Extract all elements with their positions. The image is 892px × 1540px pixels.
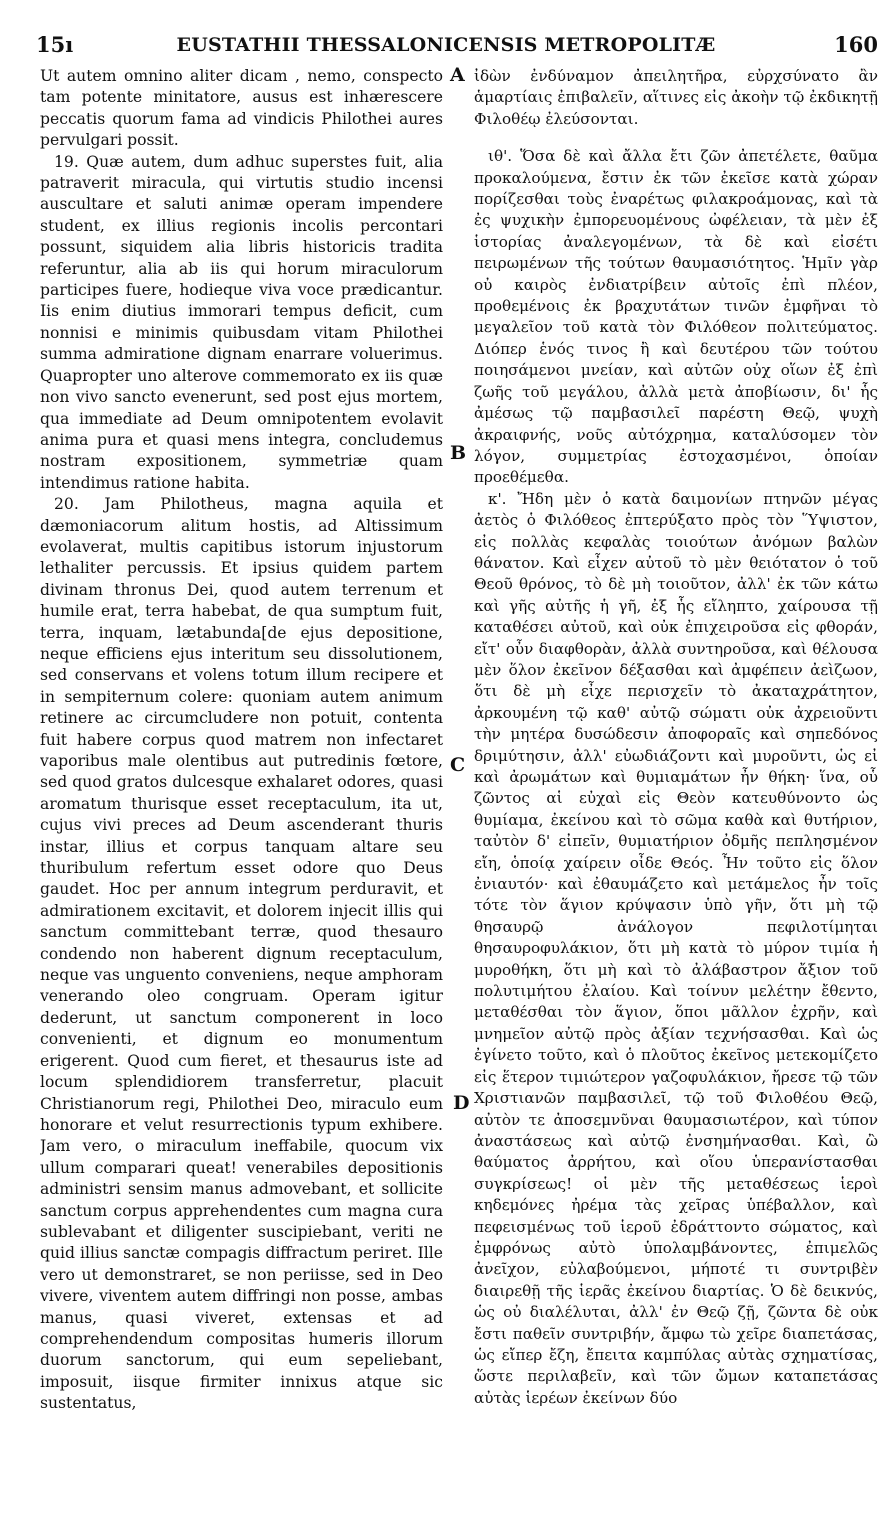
margin-marker-d: D (453, 1092, 470, 1114)
paragraph-gap (474, 130, 878, 146)
greek-paragraph-19: ιθ'. Ὅσα δὲ καὶ ἄλλα ἔτι ζῶν ἀπετέλετε, θαῦμα προκαλούμενα, ἔστιν ἐκ τῶν ἐκεῖσε κατὰ χώραν πορίζεσθαι τοὺς ἐναρέτως φιλακροάμονας, καὶ τὰ ἐς ψυχικὴν ἐμπορευομένους ὠφέλειαν, τὰ μὲν ἐξ ἱστορίας ἀναλεγομένων, τὰ δὲ καὶ εἰσέτι πειρωμένων τῆς τούτων θαυμασιότητος. Ἡμῖν γὰρ οὐ καιρὸς ἐνδιατρίβειν αὐτοῖς ἐπὶ πλέον, προθεμένοις ἐκ βραχυτάτων τινῶν ἐμφῆναι τὸ μεγαλεῖον τοῦ κατὰ τὸν Φιλόθεον πολιτεύματος. Διόπερ ἑνός τινος ἢ καὶ δευτέρου τῶν τούτου ποιησάμενοι μνείαν, καὶ αὐτῶν οὐχ οἵων ἐξ ἐπὶ ζωῆς τοῦ μεγάλου, ἀλλὰ μετὰ ἀποβίωσιν, δι' ἧς ἀμέσως τῷ παμβασιλεῖ παρέστη Θεῷ, ψυχὴ ἀκραιφνής, νοῦς αὐτόχρημα, καταλύσομεν τὸν λόγον, συμμετρίας ἐστοχασμένοι, ὁποίαν προεθέμεθα. (474, 147, 878, 487)
latin-paragraph-19: 19. Quæ autem, dum adhuc superstes fuit, alia patraverit miracula, qui virtutis studio incensi auscultare et saluti animæ operam impendere student, ex illius regionis incolis percontari possunt, siquidem alia libris historicis tradita referuntur, alia ab iis qui horum miraculorum participes fuere, hodieque viva voce prædicantur. Iis enim diutius immorari tempus deficit, cum nonnisi e minimis quibusdam vitam Philothei summa admiratione dignam enarrare voluerimus. Quapropter uno alterove commemorato ex iis quæ non vivo sancto evenerunt, sed post ejus mortem, qua immediate ad Deum omnipotentem evolavit anima pura et quasi mens integra, concludemus nostram expositionem, symmetriæ quam intendimus ratione habita. (40, 152, 443, 492)
margin-marker-a: A (450, 64, 465, 86)
page-number-left: 15ı (36, 32, 74, 57)
margin-marker-c: C (450, 754, 466, 776)
latin-paragraph-20: 20. Jam Philotheus, magna aquila et dæmoniacorum alitum hostis, ad Altissimum evolaverat, multis capitibus istorum injustorum lethaliter percussis. Et ipsius quidem partem divinam thronus Dei, quod autem terrenum et humile erat, terra habebat, de qua sumptum fuit, terra, inquam, lætabunda[de ejus depositione, neque efficiens ejus interitum seu dissolutionem, sed conservans et volens totum illum recipere et in sempiternum colere: quoniam autem animum retinere ac circumcludere non potuit, contenta fuit habere corpus quod matrem non infectaret vaporibus male olentibus aut putredinis fœtore, sed quod gratos dulcesque exhalaret odores, quasi aromatum thurisque esset receptaculum, ita ut, cujus vivi preces ad Deum ascenderant thuris instar, illius et corpus tanquam altare seu thuribulum refertum esset odore quo Deus gaudet. Hoc per annum integrum perduravit, et admirationem excitavit, et dolorem injecit illis qui sanctum committebant terræ, quod thesauro condendo non haberent dignum receptaculum, neque vas unguento conveniens, neque amphoram venerando oleo congruam. Operam igitur dederunt, ut sanctum componerent in loco convenienti, et dignum eo monumentum erigerent. Quod cum fieret, et thesaurus iste ad locum splendidiorem transferretur, placuit Christianorum regi, Philothei Deo, miraculo eum honorare et velut resurrectionis typum exhibere. Jam vero, o miraculum ineffabile, quocum vix ullum comparari queat! venerabiles depositionis administri sensim manus admovebant, et sollicite sanctum corpus apprehendentes cum magna cura sublevabant et diligenter suscipiebant, veriti ne quid illius sanctæ compagis diffractum periret. Ille vero ut demonstraret, se non periisse, sed in Deo vivere, viventem autem diffringi non posse, ambas manus, quasi viveret, extensas et ad comprehendendum compositas humeris illorum duorum sanctorum, qui eum sepeliebant, imposuit, iisque firmiter innixus atque sic sustentatus, (40, 495, 443, 1413)
greek-column (474, 66, 878, 1409)
latin-paragraph-intro: Ut autem omnino aliter dicam , nemo, conspecto tam potente minitatore, ausus est inhærescere peccatis quorum fama ad vindicis Philothei aures pervulgari possit. (40, 67, 443, 150)
latin-column (40, 66, 443, 1415)
greek-paragraph-20: κ'. Ἤδη μὲν ὁ κατὰ δαιμονίων πτηνῶν μέγας ἀετὸς ὁ Φιλόθεος ἐπτερύξατο πρὸς τὸν Ὕψιστον, εἰς πολλὰς κεφαλὰς τοιούτων ἀνόμων βαλὼν θάνατον. Καὶ εἶχεν αὐτοῦ τὸ μὲν θειότατον ὁ τοῦ Θεοῦ θρόνος, τὸ δὲ μὴ τοιοῦτον, ἀλλ' ἐκ τῶν κάτω καὶ γῆς αὐτῆς ἡ γῆ, ἐξ ἧς εἴληπτο, χαίρουσα τῇ καταθέσει αὐτοῦ, καὶ οὐκ ἐπιχειροῦσα εἰς φθοράν, εἴτ' οὖν διαφθορὰν, ἀλλὰ συντηροῦσα, καὶ θέλουσα μὲν ὅλον ἐκεῖνον δέξασθαι καὶ ἀμφέπειν ἀεὶζωον, ὅτι δὲ μὴ εἶχε περισχεῖν τὸ ἀκαταχράτητον, ἀρκουμένη τῷ καθ' αὐτῷ σώματι οὐκ ἀχρειοῦντι τὴν μητέρα δυσώδεσιν ἀποφοραῖς καὶ σηπεδόνος δριμύτησιν, ἀλλ' εὐωδιάζοντι καὶ μυροῦντι, ὡς εἰ καὶ ἀρωμάτων καὶ θυμιαμάτων ἦν θήκη· ἵνα, οὗ ζῶντος αἱ εὐχαὶ εἰς Θεὸν κατευθύνοντο ὡς θυμίαμα, ἐκείνου καὶ τὸ σῶμα καθὰ καὶ θυτήριον, ταὐτὸν δ' εἰπεῖν, θυμιατήριον ὀδμῆς πεπλησμένον εἴη, ὁποίᾳ χαίρειν οἶδε Θεός. Ἦν τοῦτο εἰς ὅλον ἐνιαυτόν· καὶ ἐθαυμάζετο καὶ μετάμελος ἦν τοῖς τότε τὸν ἅγιον κρύψασιν ὑπὸ γῆν, ὅτι μὴ τῷ θησαυρῷ ἀνάλογον πεφιλοτίμηται θησαυροφυλάκιον, ὅτι μὴ κατὰ τὸ μύρον τιμία ἡ μυροθήκη, ὅτι μὴ καὶ τὸ ἀλάβαστρον ἄξιον τοῦ πολυτιμήτου ἐλαίου. Καὶ τοίνυν μελέτην ἔθεντο, μεταθέσθαι τὸν ἅγιον, ὅποι μᾶλλον ἐχρῆν, καὶ μνημεῖον αὐτῷ πρὸς ἀξίαν τεχνήσασθαι. Καὶ ὡς ἐγίνετο τοῦτο, καὶ ὁ πλοῦτος ἐκεῖνος μετεκομίζετο εἰς ἕτερον τιμιώτερον γαζοφυλάκιον, ἤρεσε τῷ τῶν Χριστιανῶν παμβασιλεῖ, τῷ τοῦ Φιλοθέου Θεῷ, αὐτὸν τε ἀποσεμνῦναι θαυμασιωτέρον, καὶ τύπον ἀναστάσεως καὶ αὐτῷ ἐνσημήνασθαι. Καὶ, ὢ θαύματος ἀρρήτου, καὶ οἵου ὑπερανίστασθαι συγκρίσεως! οἱ μὲν τῆς μεταθέσεως ἱεροὶ κηδεμόνες ἠρέμα τὰς χεῖρας ὑπέβαλλον, καὶ πεφεισμένως τοῦ ἱεροῦ ἐδράττοντο σώματος, καὶ ἐμφρόνως αὐτὸ ὑπολαμβάνοντες, ἐπιμελῶς ἀνεῖχον, εὐλαβούμενοι, μήποτέ τι συντριβὲν διαιρεθῇ τῆς ἱερᾶς ἐκείνου διαρτίας. Ὁ δὲ δεικνύς, ὡς οὐ διαλέλυται, ἀλλ' ἐν Θεῷ ζῇ, ζῶντα δὲ οὐκ ἔστι παθεῖν συντριβήν, ἄμφω τὼ χεῖρε διαπετάσας, ὡς εἴπερ ἔζη, ἔπειτα καμπύλας αὐτὰς σχηματίσας, ὥστε περιλαβεῖν, καὶ τῶν ὤμων καταπετάσας αὐτὰς ἱερέων ἐκείνων δύο (474, 489, 878, 1407)
margin-marker-b: B (450, 442, 467, 464)
running-title: EUSTATHII THESSALONICENSIS METROPOLITÆ (176, 34, 716, 56)
page-number-right: 160 (834, 32, 878, 57)
page-header (0, 30, 892, 60)
greek-paragraph-intro: ἰδὼν ἐνδύναμον ἀπειλητῆρα, εὐρχσύνατο ἂν ἁμαρτίαις ἐπιβαλεῖν, αἵτινες εἰς ἀκοὴν τῷ ἐκδικητῇ Φιλοθέῳ ἐλεύσονται. (474, 67, 878, 128)
